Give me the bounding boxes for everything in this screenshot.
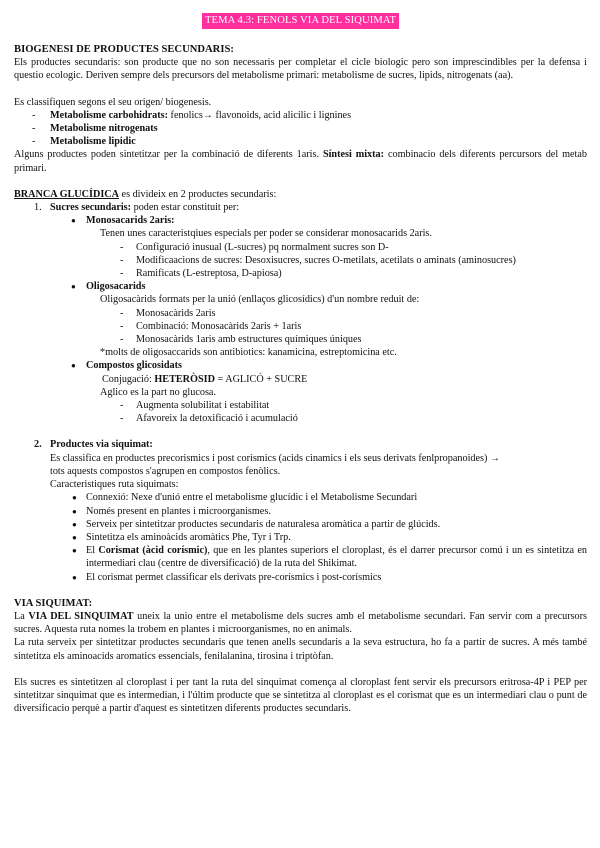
bullet-glicosidats	[14, 359, 587, 372]
bullet-text: Sintetitza els aminoàcids aromàtics Phe, Tyr i Trp.	[86, 531, 291, 543]
bullet-text: Només present en plantes i microorganismes.	[86, 505, 271, 517]
bullet-monosacarids	[14, 214, 587, 227]
bullet-title: Monosacarids 2aris:	[86, 215, 175, 227]
list-item-label: Metabolisme carbohidrats:	[50, 109, 168, 121]
sintesi-mixta-text	[14, 148, 587, 174]
spacer	[14, 175, 587, 188]
caract-bullet	[14, 491, 587, 504]
conj-post: = AGLICÓ + SUCRE	[214, 373, 308, 385]
item-number: 2.	[34, 439, 42, 451]
bullet-icon: ●	[71, 216, 76, 226]
sub-item: - Augmenta solubilitat i estabilitat	[14, 399, 587, 412]
via-paragraph-2: La ruta serveix per sintetitzar productes secundaris que tenen anells secundaris a la seva estructura, ho fa a partir de sucres. A més també sintetitza els aminoacids aromatics essencials, fenilalanina, tirosina i triptòfan.	[14, 637, 587, 662]
via-p1-bold: VIA DEL SINQUIMAT	[28, 610, 134, 622]
sub-item: - Configuració inusual (L-sucres) pq normalment sucres son D-	[14, 241, 587, 254]
list-item-text: fenolics→ flavonoids, acid alicilic i lignines	[168, 109, 352, 121]
metabolism-list	[14, 109, 587, 149]
caract-bullet-corismat	[14, 544, 587, 570]
bullet-title: Compostos glicosidats	[86, 360, 182, 372]
sub-item: - Monosacàrids 2aris	[14, 307, 587, 320]
biogenesi-heading: BIOGENESI DE PRODUCTES SECUNDARIS:	[14, 44, 234, 55]
caract-bullet	[14, 531, 587, 544]
spacer	[14, 425, 587, 438]
numbered-item-2	[14, 438, 587, 451]
list-item-label: Metabolisme lipidic	[50, 136, 136, 148]
biogenesi-intro: Els productes secundaris: son producte que no son necessaris per completar el cicle biologic pero son imprescindibles per la defensa i questio ecologic. Deriven sempre dels precursors del metabolisme primari: metabolisme de sucres, lipids, nitrogenats (aa).	[14, 57, 587, 82]
corismat-pre: El	[86, 545, 99, 557]
via-heading: VIA SIQUIMAT:	[14, 597, 93, 609]
caract-bullet	[14, 571, 587, 584]
classify-text: Es classifiquen segons el seu origen/ biogenesis.	[14, 96, 212, 108]
spacer	[14, 584, 587, 597]
caract-bullet	[14, 505, 587, 518]
spacer	[14, 83, 587, 96]
bullet-icon: ●	[72, 532, 77, 542]
bullet-text: Connexió: Nexe d'unió entre el metabolisme glucídic i el Metabolisme Secundari	[86, 492, 418, 504]
item2-desc-1: Es classifica en productes precorismics i post corismics (acids cinamics i els seus derivats fenlpropanoides) →	[50, 452, 501, 464]
bullet-title: Oligosacarids	[86, 281, 146, 293]
conjugacio	[14, 373, 587, 386]
bullet-text: El corismat permet classificar els derivats pre-corísmics i post-corísmics	[86, 571, 382, 583]
branca-heading-row	[14, 188, 587, 201]
sub-item: - Combinació: Monosacàrids 2aris + 1aris	[14, 320, 587, 333]
mixta-pre: Alguns productes poden sintetitzar per la combinació de diferents 1aris.	[14, 149, 323, 161]
oligo-note: *molts de oligosaccarids son antibiotics: kanamicina, estreptomicina etc.	[100, 347, 397, 359]
aglico-text: Aglico es la part no glucosa.	[100, 386, 216, 398]
mixta-post: combinacio dels diferents percursors del metab primari.	[14, 149, 587, 174]
bullet-icon: ●	[72, 493, 77, 503]
bullet-oligosacarids	[14, 280, 587, 293]
item-number: 1.	[34, 202, 42, 214]
list-item-label: Metabolisme nitrogenats	[50, 123, 158, 135]
sub-item: - Ramificats (L-estreptosa, D-apiosa)	[14, 267, 587, 280]
bullet-icon: ●	[72, 506, 77, 516]
item2-desc-2: tots aquests compostos s'agrupen en compostos fenòlics.	[50, 465, 281, 477]
title-row	[14, 13, 587, 29]
via-paragraph-3: Els sucres es sintetitzen al cloroplast i per tant la ruta del sinquimat comença al cloroplast fent servir els precursors eritrosa-4P i PEP per sintetitzar sinquimat que es intermedian, i l'últim producte que se sintetitza al cloroplast es el corismat que es un intermediari clau o punt de diversificacio perquè a partir d'aquest es sintetitzen diferents productes secundaris.	[14, 676, 587, 715]
bullet-text: Serveix per sintetitzar productes secundaris de naturalesa aromàtica a partir de glúcids.	[86, 518, 441, 530]
bullet-icon: ●	[72, 519, 77, 529]
via-paragraph-1	[14, 610, 587, 636]
bullet-icon: ●	[71, 282, 76, 292]
item-title: Sucres secundaris:	[50, 202, 132, 214]
list-item	[14, 109, 587, 122]
oligo-desc: Oligosacàrids formats per la unió (enllaços glicosídics) d'un nombre reduit de:	[100, 294, 420, 306]
corismat-post: , que en les plantes superiors el cloroplast, és el darrer precursor comú i un es sintetitza en intermediari clau (centre de diversificació) de la ruta del Shikimat.	[86, 545, 587, 570]
sub-item: - Monosacàrids 1aris amb estructures químiques úniques	[14, 333, 587, 346]
mono-desc: Tenen unes caracteristqiues especials per poder se considerar monosacarids 2aris.	[100, 228, 432, 240]
caract-heading: Caracteristiques ruta siquimats:	[50, 479, 179, 491]
bullet-icon: ●	[71, 361, 76, 371]
via-p1-post: uneix la unio entre el metabolisme dels sucres amb el metabolisme secundari. Fan servir com a precursors sucres. Aquesta ruta nomes la trobem en plantes i microorganismes, no en animals.	[14, 610, 588, 636]
corismat-bold: Corismat (àcid corísmic)	[98, 545, 208, 557]
list-item	[14, 135, 587, 148]
via-p1-pre: La	[14, 610, 29, 622]
list-item	[14, 122, 587, 135]
spacer	[14, 663, 587, 676]
numbered-item-1	[14, 201, 587, 214]
sub-item: - Afavoreix la detoxificació i acumulació	[14, 412, 587, 425]
branca-heading-rest: es divideix en 2 productes secundaris:	[119, 188, 277, 200]
sub-item: - Modificaacions de sucres: Desoxisucres, sucres O-metilats, acetilats o aminats (aminosucres)	[14, 254, 587, 267]
item-text: poden estar constituit per:	[131, 202, 240, 214]
bullet-icon: ●	[72, 572, 77, 582]
item-title: Productes via siquimat:	[50, 439, 153, 451]
mixta-bold: Síntesi mixta:	[322, 149, 385, 161]
bullet-icon: ●	[72, 546, 77, 556]
caract-bullet	[14, 518, 587, 531]
branca-heading: BRANCA GLUCÍDICA	[14, 188, 119, 200]
conj-pre: Conjugació:	[102, 373, 155, 385]
conj-bold: HETERÒSID	[154, 373, 215, 385]
document-title: TEMA 4.3: FENOLS VIA DEL SIQUIMAT	[202, 13, 399, 29]
